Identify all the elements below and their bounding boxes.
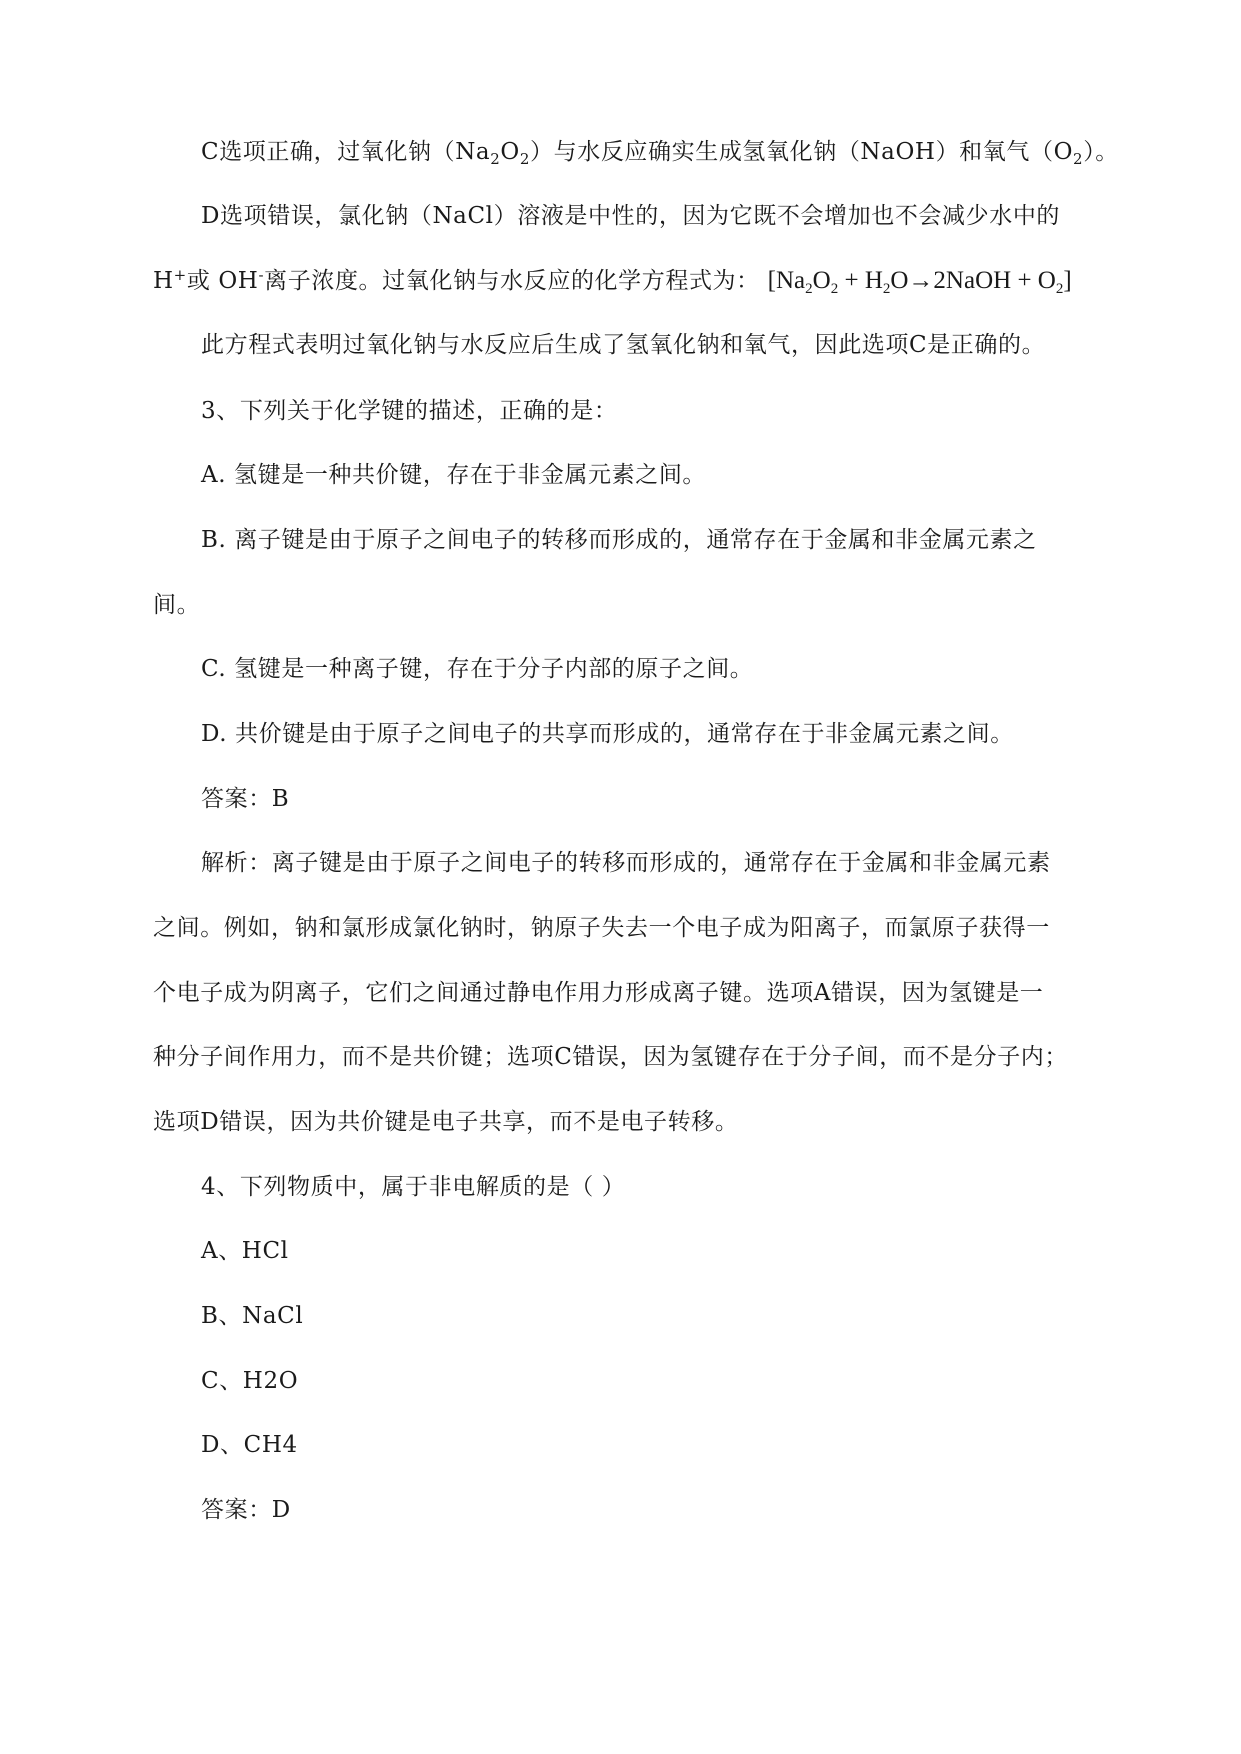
q2-option-d-explanation-line2: H+或 OH-离子浓度。过氧化钠与水反应的化学方程式为： [$Na_2O_2$ + $H_2O\to 2NaOH + O_2$] (153, 266, 1072, 297)
q4-question: 4、下列物质中，属于非电解质的是（ ） (201, 1174, 626, 1200)
q3-analysis-line5: 选项D错误，因为共价键是电子共享，而不是电子转移。 (153, 1109, 739, 1135)
q3-option-d: D. 共价键是由于原子之间电子的共享而形成的，通常存在于非金属元素之间。 (201, 721, 1014, 747)
q3-option-c: C. 氢键是一种离子键，存在于分子内部的原子之间。 (201, 656, 754, 682)
q4-option-a: A、HCl (201, 1238, 289, 1264)
q4-option-b: B、NaCl (201, 1303, 304, 1329)
q4-answer: 答案：D (201, 1497, 291, 1523)
q3-question: 3、下列关于化学键的描述，正确的是： (201, 398, 618, 424)
q3-option-b: B. 离子键是由于原子之间电子的转移而形成的，通常存在于金属和非金属元素之 (201, 527, 1037, 553)
q3-analysis-line1: 解析：离子键是由于原子之间电子的转移而形成的，通常存在于金属和非金属元素 (201, 850, 1051, 876)
q2-option-d-explanation-line1: D选项错误，氯化钠（NaCl）溶液是中性的，因为它既不会增加也不会减少水中的 (201, 203, 1061, 229)
q2-option-c-explanation: C选项正确，过氧化钠$(Na_2O_2)$与水反应确实生成氢氧化钠（NaOH）和氧气$(O_2)$。 (201, 139, 1119, 168)
q3-analysis-line3: 个电子成为阴离子，它们之间通过静电作用力形成离子键。选项A错误，因为氢键是一 (153, 980, 1044, 1006)
q2-conclusion: 此方程式表明过氧化钠与水反应后生成了氢氧化钠和氧气，因此选项C是正确的。 (201, 332, 1046, 358)
q3-option-b-continued: 间。 (153, 592, 201, 618)
q4-option-d: D、CH4 (201, 1432, 298, 1458)
q3-option-a: A. 氢键是一种共价键，存在于非金属元素之间。 (201, 462, 707, 488)
q3-analysis-line2: 之间。例如，钠和氯形成氯化钠时，钠原子失去一个电子成为阳离子，而氯原子获得一 (153, 915, 1050, 941)
q4-option-c: C、H2O (201, 1368, 299, 1394)
q3-analysis-line4: 种分子间作用力，而不是共价键；选项C错误，因为氢键存在于分子间，而不是分子内； (153, 1044, 1068, 1070)
reaction-equation: [$Na_2O_2$ + $H_2O\to 2NaOH + O_2$] (767, 267, 1072, 297)
q3-answer: 答案：B (201, 786, 290, 812)
